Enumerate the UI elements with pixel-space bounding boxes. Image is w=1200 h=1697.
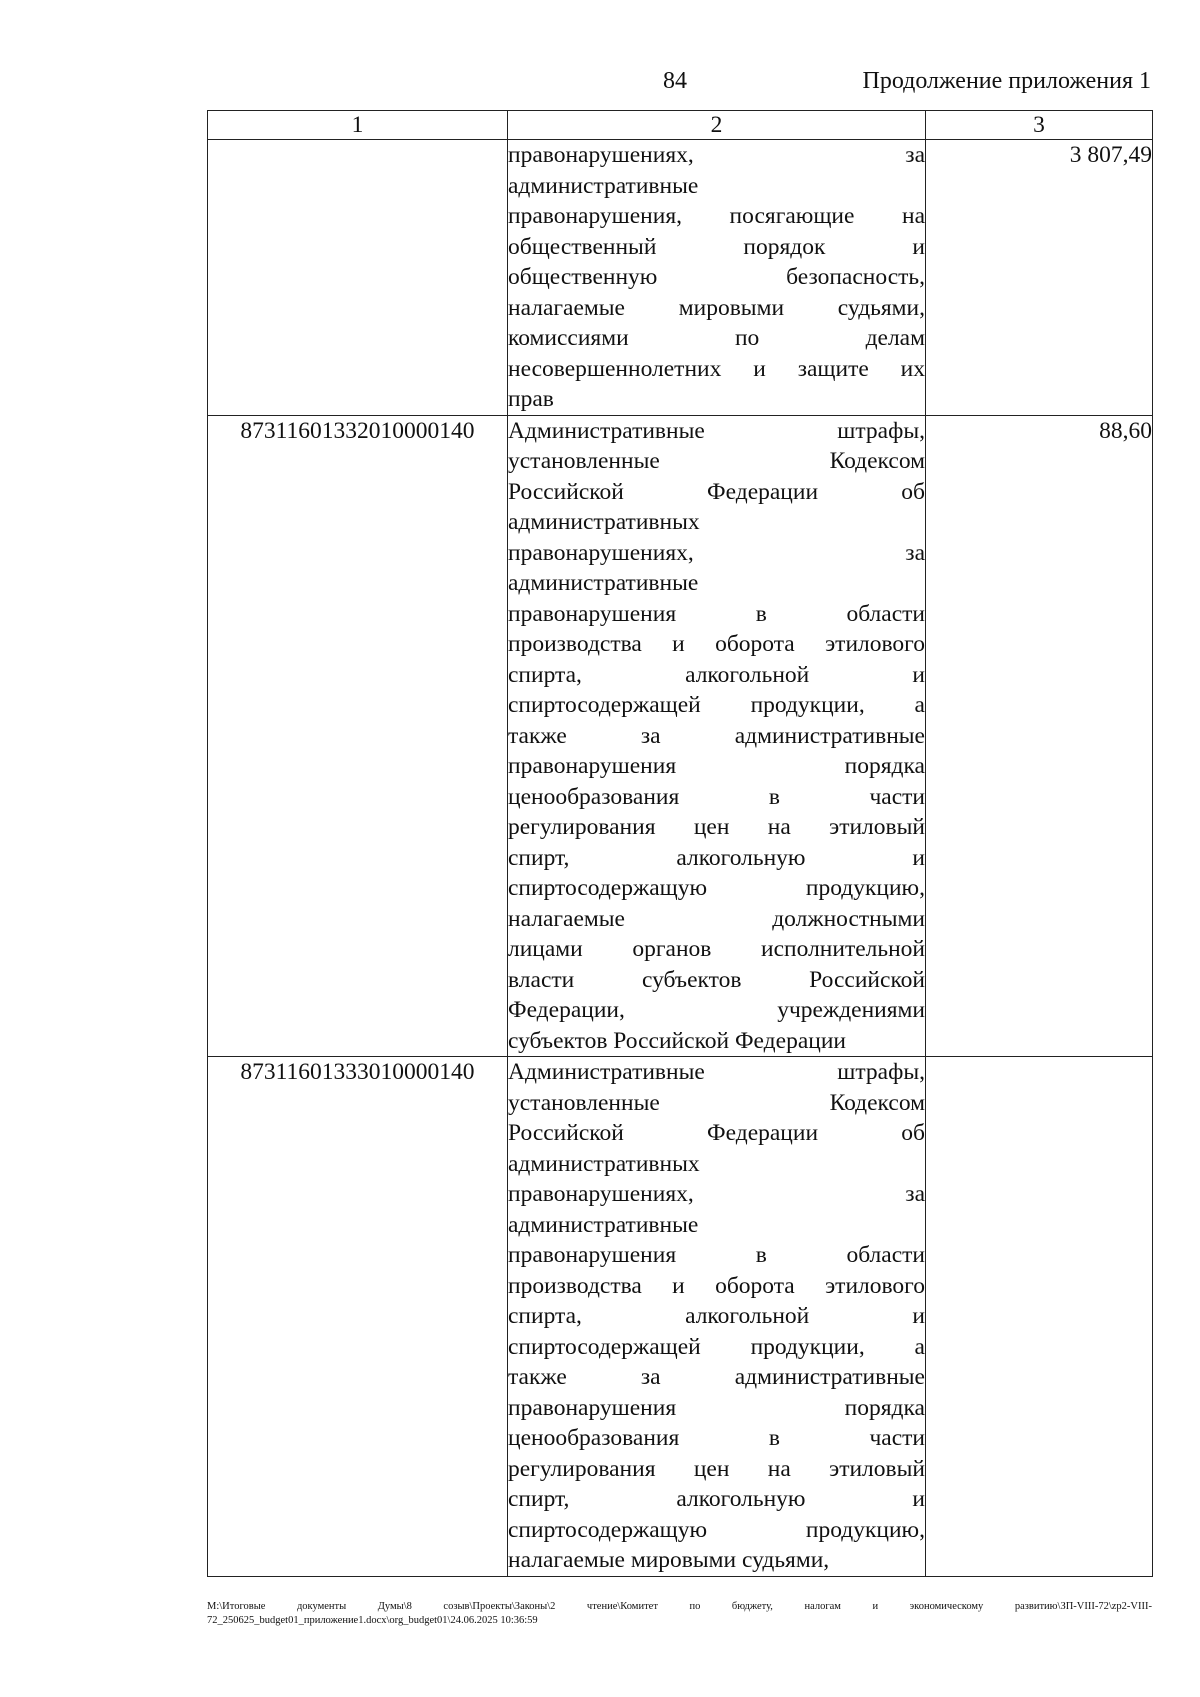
description-line: производства и оборота этилового [508, 631, 925, 657]
file-path-footer: M:\Итоговые документы Думы\8 созыв\Проекты\Законы\2 чтение\Комитет по бюджету, налогам и экономическому развитию\ЗП-VIII-72\zp2-VIII-72_250625_budget01_приложение1.docx\org_budget01\24.06.2025 10:36:59 [207, 1601, 1152, 1626]
table-row [208, 415, 1153, 1057]
column-header-1: 1 [208, 111, 508, 140]
description-line: ценообразования в части [508, 1425, 925, 1451]
description-line: спиртосодержащую продукцию, [508, 875, 925, 901]
description-line: спирта, алкогольной и [508, 661, 925, 688]
description-line: спирта, алкогольной и [508, 1303, 925, 1329]
description-line: Российской Федерации об [508, 478, 925, 505]
description-line: налагаемые мировыми судьями, [508, 1547, 830, 1573]
description-line: спирт, алкогольную и [508, 1486, 925, 1512]
table-row [208, 140, 1153, 416]
table-row [208, 1057, 1153, 1577]
description-line: правонарушениях, за [508, 1181, 925, 1207]
description-line: налагаемые мировыми судьями, [508, 294, 925, 321]
amount-cell: 3 807,49 [926, 140, 1153, 416]
description-line: административные [508, 570, 699, 596]
amount-cell [926, 1057, 1153, 1577]
description-line: спирт, алкогольную и [508, 844, 925, 871]
description-line: административных [508, 1150, 700, 1177]
description-line: прав [508, 386, 554, 412]
amount-cell: 88,60 [926, 415, 1153, 1057]
budget-code-cell [208, 140, 508, 416]
description-cell [508, 415, 926, 1057]
description-line: комиссиями по делам [508, 325, 925, 351]
description-line: также за административные [508, 722, 925, 749]
description-line: правонарушения порядка [508, 753, 925, 779]
table-body [208, 140, 1153, 1577]
budget-code-cell: 87311601333010000140 [208, 1057, 508, 1577]
budget-code-cell: 87311601332010000140 [208, 415, 508, 1057]
description-line: административные [508, 172, 699, 199]
description-line: субъектов Российской Федерации [508, 1027, 846, 1054]
description-line: правонарушения в области [508, 1242, 925, 1268]
description-line: общественную безопасность, [508, 264, 925, 290]
description-line: правонарушениях, за [508, 539, 925, 566]
description-line: административных [508, 509, 700, 535]
page-number: 84 [663, 68, 687, 94]
description-line: Административные штрафы, [508, 1059, 925, 1085]
description-line: спиртосодержащую продукцию, [508, 1516, 925, 1543]
header-row [208, 111, 1153, 140]
description-cell [508, 1057, 926, 1577]
description-line: правонарушения, посягающие на [508, 203, 925, 229]
description-line: правонарушениях, за [508, 142, 925, 168]
description-line: Российской Федерации об [508, 1120, 925, 1146]
description-line: лицами органов исполнительной [508, 936, 925, 962]
description-line: Федерации, учреждениями [508, 997, 925, 1023]
description-line: власти субъектов Российской [508, 966, 925, 993]
description-line: производства и оборота этилового [508, 1272, 925, 1299]
description-line: регулирования цен на этиловый [508, 814, 925, 840]
description-line: спиртосодержащей продукции, а [508, 692, 925, 718]
description-line: установленные Кодексом [508, 448, 925, 474]
description-line: административные [508, 1211, 699, 1238]
description-line: правонарушения порядка [508, 1394, 925, 1421]
description-line: ценообразования в части [508, 783, 925, 810]
description-line: налагаемые должностными [508, 905, 925, 932]
budget-table [207, 110, 1153, 1577]
continuation-label: Продолжение приложения 1 [862, 68, 1151, 94]
description-line: регулирования цен на этиловый [508, 1455, 925, 1482]
description-line: правонарушения в области [508, 600, 925, 627]
description-line: установленные Кодексом [508, 1089, 925, 1116]
description-line: общественный порядок и [508, 233, 925, 260]
description-line: Административные штрафы, [508, 417, 925, 444]
column-header-2: 2 [508, 111, 926, 140]
description-cell [508, 140, 926, 416]
description-line: спиртосодержащей продукции, а [508, 1333, 925, 1360]
description-line: несовершеннолетних и защите их [508, 355, 925, 382]
description-line: также за административные [508, 1364, 925, 1390]
column-header-3: 3 [926, 111, 1153, 140]
